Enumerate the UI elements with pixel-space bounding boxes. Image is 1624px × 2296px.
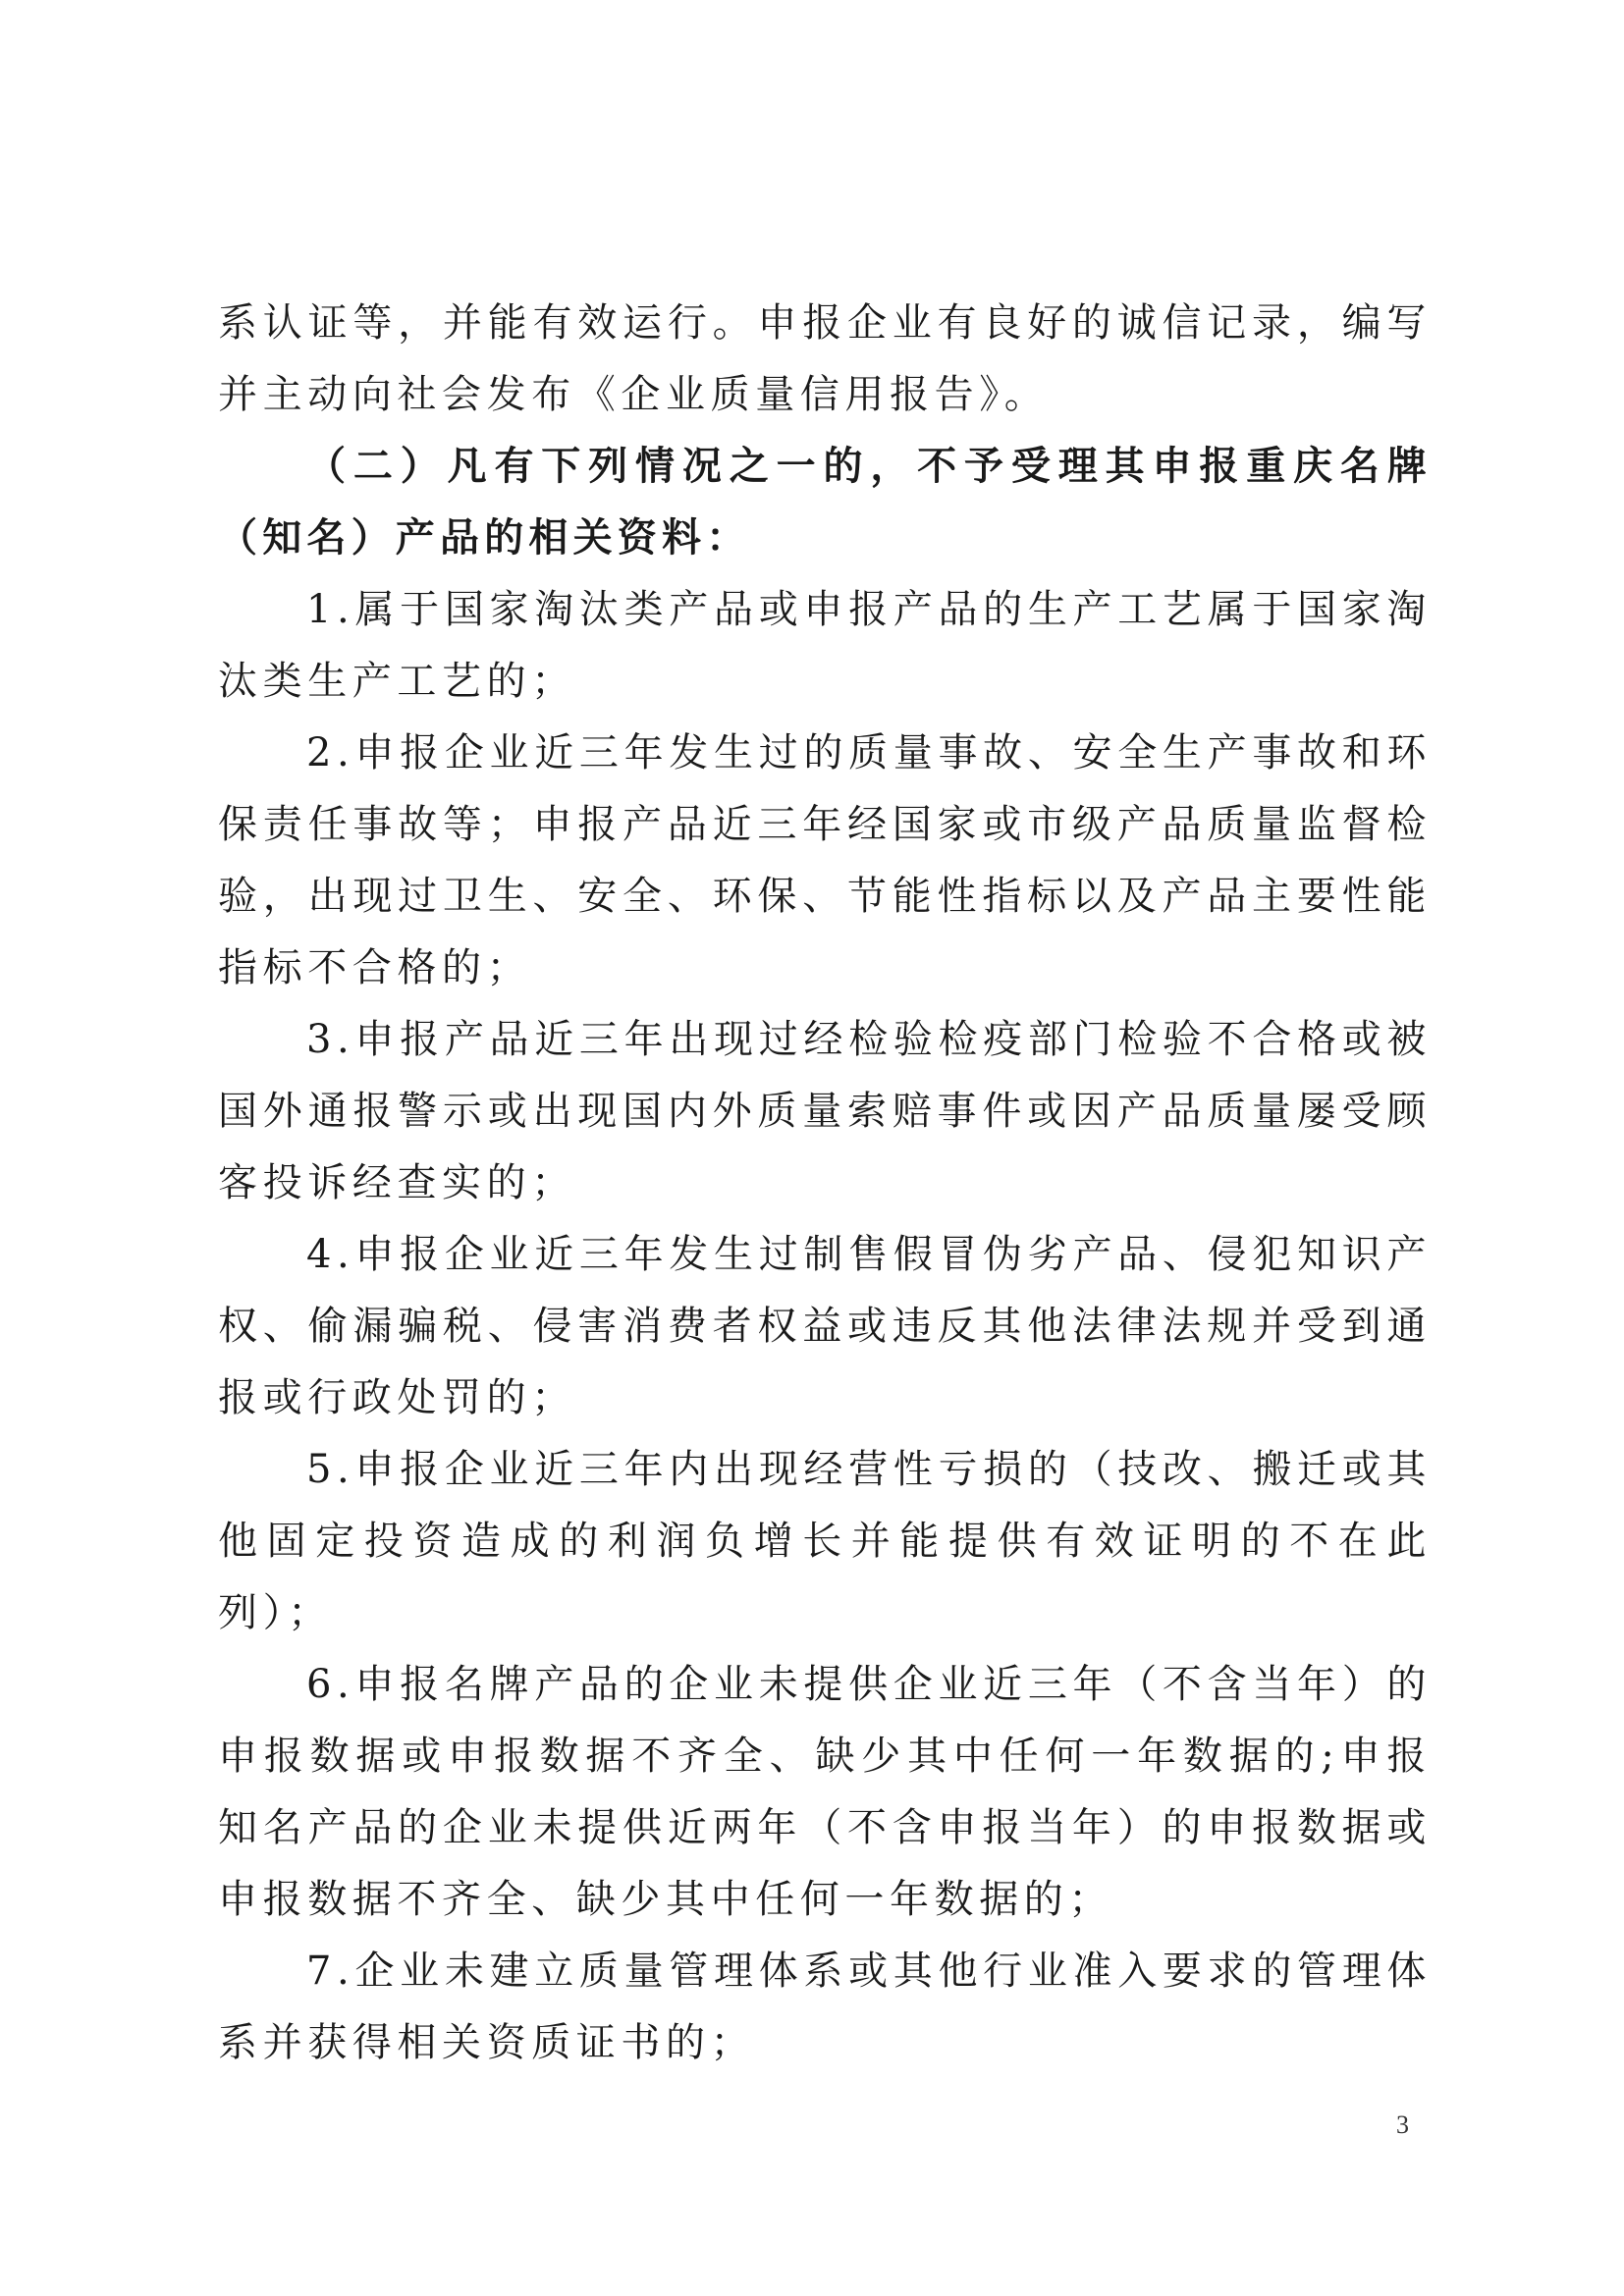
list-item-6: 6.申报名牌产品的企业未提供企业近三年（不含当年）的申报数据或申报数据不齐全、缺少其中任何一年数据的;申报知名产品的企业未提供近两年（不含申报当年）的申报数据或申报数据不齐全、缺少其中任何一年数据的；	[218, 1662, 1432, 1922]
list-item-7: 7.企业未建立质量管理体系或其他行业准入要求的管理体系并获得相关资质证书的；	[218, 1949, 1432, 2065]
page-number: 3	[1396, 2110, 1409, 2139]
list-item-3: 3.申报产品近三年出现过经检验检疫部门检验不合格或被国外通报警示或出现国内外质量索赔事件或因产品质量屡受顾客投诉经查实的；	[218, 1017, 1432, 1205]
list-item-5: 5.申报企业近三年内出现经营性亏损的（技改、搬迁或其他固定投资造成的利润负增长并能提供有效证明的不在此列）；	[218, 1447, 1432, 1635]
section-heading-2: （二）凡有下列情况之一的，不予受理其申报重庆名牌（知名）产品的相关资料：	[218, 444, 1432, 561]
list-item-1: 1.属于国家淘汰类产品或申报产品的生产工艺属于国家淘汰类生产工艺的；	[218, 587, 1432, 704]
list-item-4: 4.申报企业近三年发生过制售假冒伪劣产品、侵犯知识产权、偷漏骗税、侵害消费者权益或违反其他法律法规并受到通报或行政处罚的；	[218, 1232, 1432, 1420]
paragraph-continuation: 系认证等，并能有效运行。申报企业有良好的诚信记录，编写并主动向社会发布《企业质量信用报告》。	[218, 300, 1432, 417]
list-item-2: 2.申报企业近三年发生过的质量事故、安全生产事故和环保责任事故等；申报产品近三年经国家或市级产品质量监督检验，出现过卫生、安全、环保、节能性指标以及产品主要性能指标不合格的；	[218, 730, 1432, 990]
document-body	[218, 288, 1432, 2079]
